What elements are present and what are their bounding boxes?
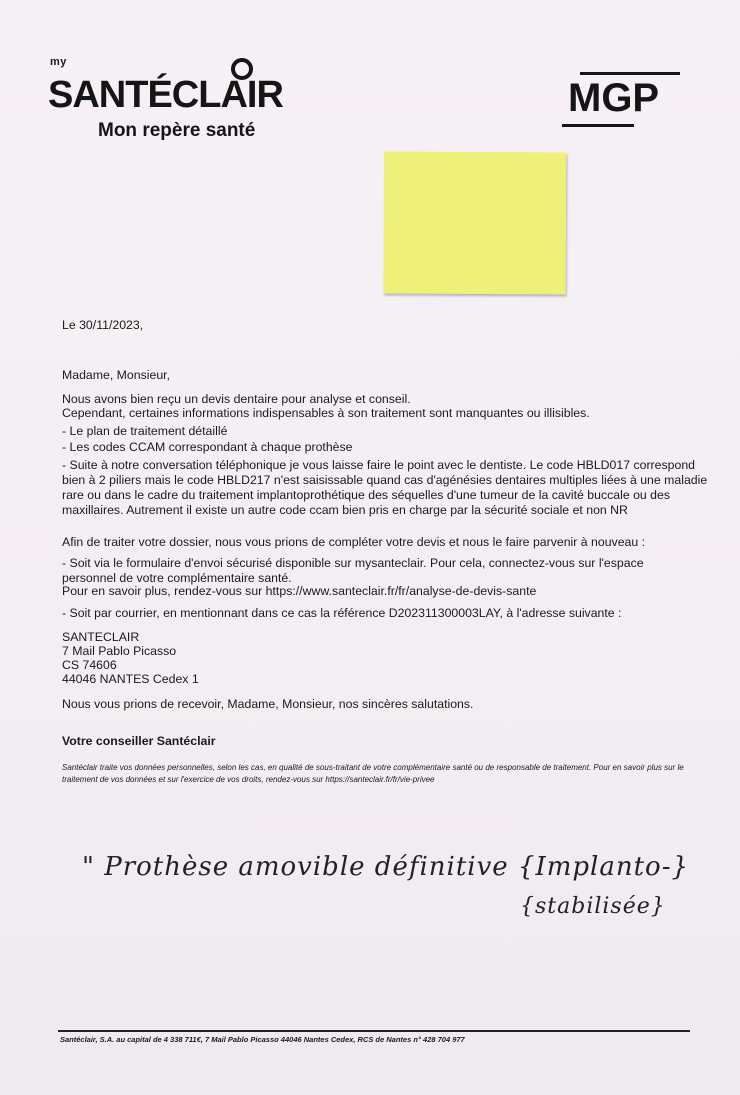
mgp-bottom-bar — [562, 124, 634, 127]
logo-brand: SANTÉCLAIR — [48, 74, 283, 116]
sticky-note — [384, 152, 567, 295]
address-line: 7 Mail Pablo Picasso — [62, 644, 177, 658]
signature: Votre conseiller Santéclair — [62, 734, 216, 748]
privacy-note: Santéclair traite vos données personnelles, selon les cas, en qualité de sous-traitant de votre complémentaire santé ou de responsable de traitement. Pour en savoir plus sur le traitement de vos données et sur l'exercice de vos droits, rendez-vous sur https://santeclair.fr/fr/vie-privee — [62, 763, 684, 784]
intro-line-1: Nous avons bien reçu un devis dentaire pour analyse et conseil. — [62, 392, 411, 406]
letter-date: Le 30/11/2023, — [62, 318, 144, 332]
option-online: - Soit via le formulaire d'envoi sécurisé disponible sur mysanteclair. Pour cela, connectez-vous sur l'espace personnel de votre complémentaire santé. — [62, 556, 644, 585]
footer-legal: Santéclair, S.A. au capital de 4 338 711€, 7 Mail Pablo Picasso 44046 Nantes Cedex, RCS de Nantes n° 428 704 977 — [60, 1035, 465, 1044]
missing-item-ccam: - Les codes CCAM correspondant à chaque prothèse — [62, 440, 353, 454]
mgp-brand: MGP — [568, 76, 660, 120]
logo-tagline: Mon repère santé — [98, 120, 256, 141]
handwritten-note-continued: {stabilisée} — [520, 894, 666, 919]
option-mail: - Soit par courrier, en mentionnant dans ce cas la référence D202311300003LAY, à l'adresse suivante : — [62, 606, 622, 620]
address-line: CS 74606 — [62, 658, 117, 672]
intro-line-2: Cependant, certaines informations indispensables à son traitement sont manquantes ou illisibles. — [62, 406, 590, 420]
closing-text: Nous vous prions de recevoir, Madame, Monsieur, nos sincères salutations. — [62, 697, 474, 711]
mgp-top-bar — [580, 72, 680, 75]
option-online-link: Pour en savoir plus, rendez-vous sur https://www.santeclair.fr/fr/analyse-de-devis-sante — [62, 584, 537, 598]
request-text: Afin de traiter votre dossier, nous vous prions de compléter votre devis et nous le faire parvenir à nouveau : — [62, 535, 646, 549]
footer-divider — [58, 1030, 690, 1032]
missing-item-note: - Suite à notre conversation téléphonique je vous laisse faire le point avec le dentiste. Le code HBLD017 correspond bien à 2 piliers mais le code HBLD217 n'est saisissable quand cas d'agénésies dentaires multiples liées à une maladie rare ou dans le cadre du traitement implantoprothétique des séquelles d'une tumeur de la cavité buccale ou des maxillaires. Autrement il existe un autre code ccam bien pris en charge par la sécurité sociale et non NR — [62, 458, 708, 517]
location-pin-icon — [231, 58, 253, 80]
address-line: 44046 NANTES Cedex 1 — [62, 672, 199, 686]
address-line: SANTECLAIR — [62, 630, 140, 644]
letter-salutation: Madame, Monsieur, — [62, 368, 170, 382]
mgp-logo — [562, 72, 682, 132]
logo-prefix: my — [50, 56, 67, 68]
missing-item-plan: - Le plan de traitement détaillé — [62, 424, 228, 438]
handwritten-note: " Prothèse amovible définitive {Implanto-} — [82, 852, 690, 882]
